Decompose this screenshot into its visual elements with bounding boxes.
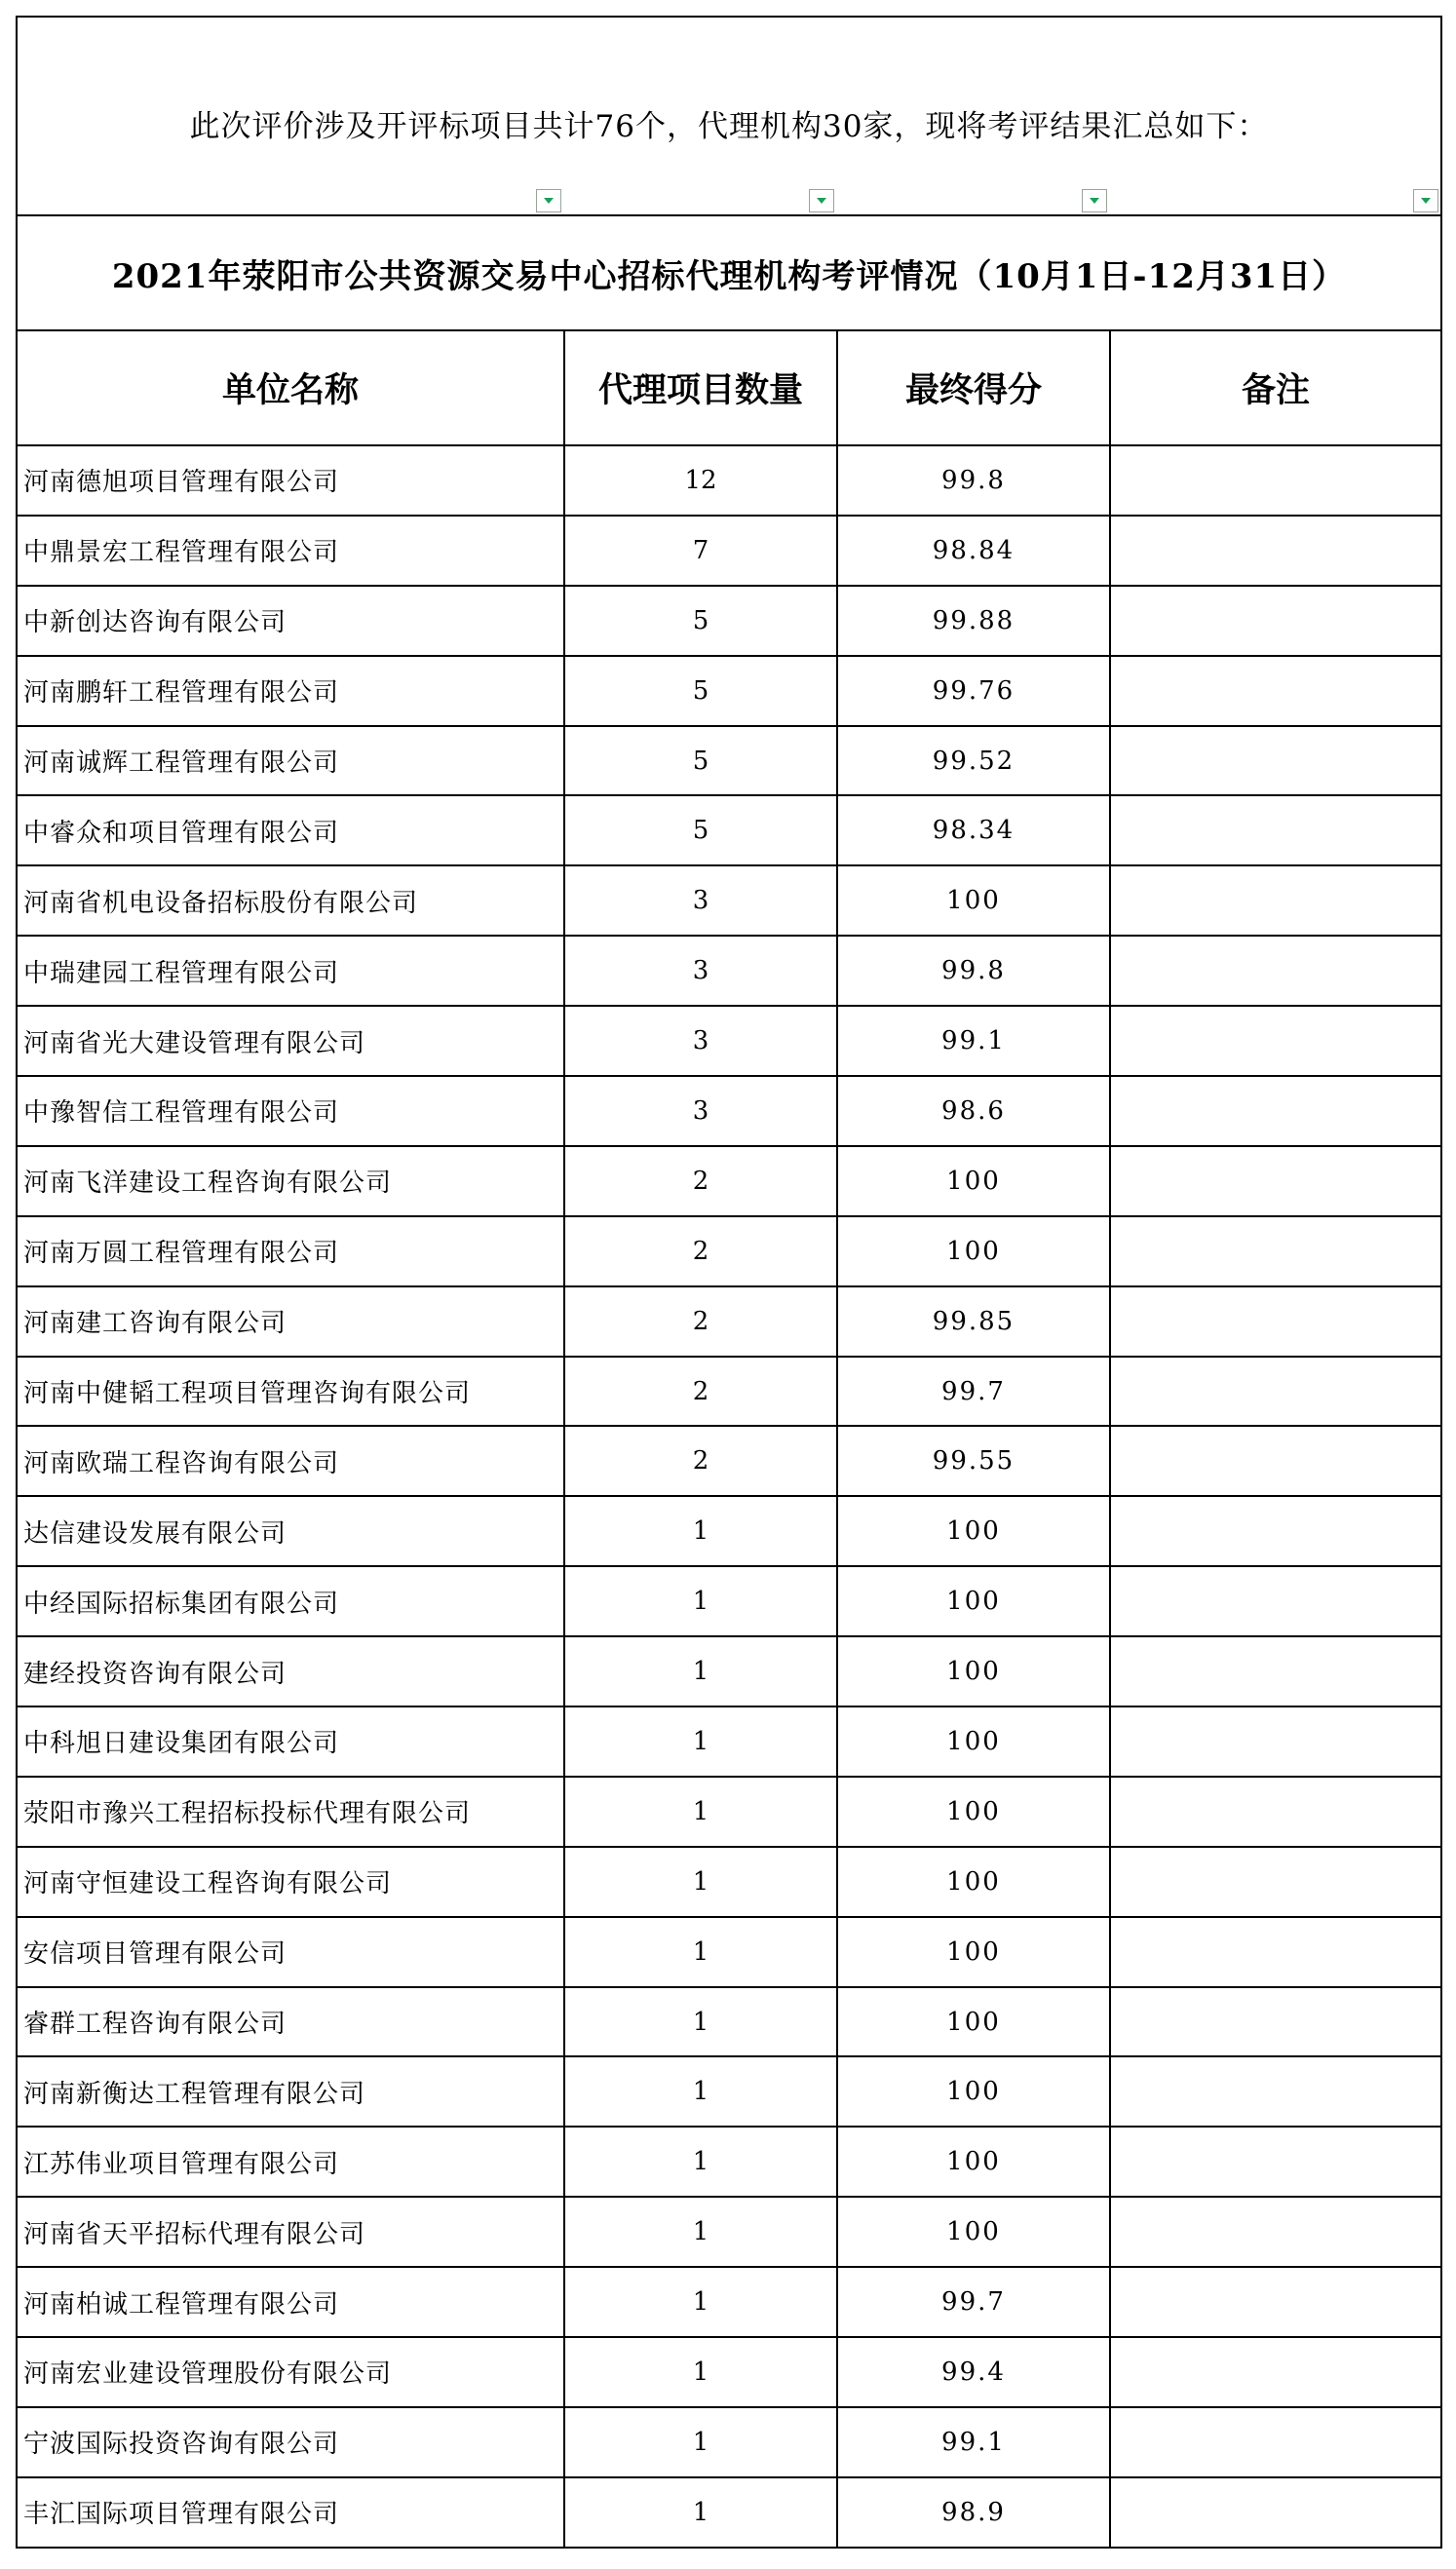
- cell-unit-name[interactable]: 河南省光大建设管理有限公司: [17, 1006, 564, 1076]
- cell-remark[interactable]: [1110, 726, 1441, 796]
- table-row: [17, 1777, 1441, 1847]
- cell-remark[interactable]: [1110, 2197, 1441, 2267]
- cell-remark[interactable]: [1110, 1566, 1441, 1636]
- cell-unit-name[interactable]: 河南省机电设备招标股份有限公司: [17, 865, 564, 936]
- cell-unit-name[interactable]: 丰汇国际项目管理有限公司: [17, 2477, 564, 2548]
- table-row: [17, 586, 1441, 656]
- cell-project-count[interactable]: 3: [564, 865, 837, 936]
- filter-dropdown-4[interactable]: [1413, 189, 1438, 212]
- cell-final-score[interactable]: 100: [837, 2197, 1110, 2267]
- cell-unit-name[interactable]: 睿群工程咨询有限公司: [17, 1987, 564, 2057]
- cell-unit-name[interactable]: 中鼎景宏工程管理有限公司: [17, 516, 564, 586]
- cell-final-score[interactable]: 99.76: [837, 656, 1110, 726]
- cell-final-score[interactable]: 99.4: [837, 2337, 1110, 2407]
- filter-dropdown-3[interactable]: [1082, 189, 1107, 212]
- cell-remark[interactable]: [1110, 2267, 1441, 2337]
- cell-unit-name[interactable]: 安信项目管理有限公司: [17, 1917, 564, 1987]
- cell-remark[interactable]: [1110, 1286, 1441, 1357]
- cell-unit-name[interactable]: 中瑞建园工程管理有限公司: [17, 936, 564, 1006]
- table-row: [17, 795, 1441, 865]
- cell-final-score[interactable]: 100: [837, 1917, 1110, 1987]
- cell-project-count[interactable]: 1: [564, 1566, 837, 1636]
- cell-unit-name[interactable]: 中睿众和项目管理有限公司: [17, 795, 564, 865]
- cell-remark[interactable]: [1110, 2477, 1441, 2548]
- cell-final-score[interactable]: 98.34: [837, 795, 1110, 865]
- header-final-score: 最终得分: [837, 330, 1110, 445]
- cell-final-score[interactable]: 99.8: [837, 936, 1110, 1006]
- header-row: [17, 330, 1441, 445]
- cell-final-score[interactable]: 99.88: [837, 586, 1110, 656]
- cell-project-count[interactable]: 1: [564, 2407, 837, 2477]
- table-row: [17, 1076, 1441, 1146]
- cell-remark[interactable]: [1110, 1847, 1441, 1917]
- cell-project-count[interactable]: 2: [564, 1426, 837, 1496]
- cell-unit-name[interactable]: 河南飞洋建设工程咨询有限公司: [17, 1146, 564, 1216]
- cell-project-count[interactable]: 1: [564, 1706, 837, 1777]
- cell-project-count[interactable]: 1: [564, 1917, 837, 1987]
- cell-remark[interactable]: [1110, 516, 1441, 586]
- table-row: [17, 1917, 1441, 1987]
- cell-unit-name[interactable]: 河南省天平招标代理有限公司: [17, 2197, 564, 2267]
- cell-unit-name[interactable]: 宁波国际投资咨询有限公司: [17, 2407, 564, 2477]
- cell-remark[interactable]: [1110, 1426, 1441, 1496]
- cell-unit-name[interactable]: 达信建设发展有限公司: [17, 1496, 564, 1566]
- cell-final-score[interactable]: 99.7: [837, 1357, 1110, 1427]
- dropdown-arrow-icon: [543, 197, 555, 205]
- cell-final-score[interactable]: 99.1: [837, 1006, 1110, 1076]
- cell-remark[interactable]: [1110, 1636, 1441, 1706]
- cell-remark[interactable]: [1110, 795, 1441, 865]
- table-row: [17, 726, 1441, 796]
- cell-remark[interactable]: [1110, 656, 1441, 726]
- cell-remark[interactable]: [1110, 1987, 1441, 2057]
- cell-project-count[interactable]: 1: [564, 1496, 837, 1566]
- intro-row: [17, 17, 1441, 215]
- cell-final-score[interactable]: 100: [837, 2127, 1110, 2197]
- cell-unit-name[interactable]: 河南建工咨询有限公司: [17, 1286, 564, 1357]
- cell-final-score[interactable]: 100: [837, 1777, 1110, 1847]
- cell-final-score[interactable]: 100: [837, 2056, 1110, 2127]
- header-project-count: 代理项目数量: [564, 330, 837, 445]
- table-row: [17, 516, 1441, 586]
- cell-unit-name[interactable]: 河南鹏轩工程管理有限公司: [17, 656, 564, 726]
- cell-unit-name[interactable]: 河南新衡达工程管理有限公司: [17, 2056, 564, 2127]
- table-row: [17, 1566, 1441, 1636]
- cell-remark[interactable]: [1110, 2056, 1441, 2127]
- table-row: [17, 445, 1441, 516]
- table-row: [17, 1987, 1441, 2057]
- cell-project-count[interactable]: 1: [564, 2337, 837, 2407]
- cell-project-count[interactable]: 7: [564, 516, 837, 586]
- intro-text: 此次评价涉及开评标项目共计76个，代理机构30家，现将考评结果汇总如下：: [189, 109, 1269, 144]
- table-row: [17, 1847, 1441, 1917]
- cell-project-count[interactable]: 3: [564, 936, 837, 1006]
- table-row: [17, 936, 1441, 1006]
- table-row: [17, 1146, 1441, 1216]
- cell-project-count[interactable]: 1: [564, 1777, 837, 1847]
- cell-project-count[interactable]: 5: [564, 656, 837, 726]
- cell-final-score[interactable]: 99.52: [837, 726, 1110, 796]
- cell-unit-name[interactable]: 中新创达咨询有限公司: [17, 586, 564, 656]
- cell-project-count[interactable]: 1: [564, 2056, 837, 2127]
- table-row: [17, 2407, 1441, 2477]
- cell-remark[interactable]: [1110, 2407, 1441, 2477]
- header-unit-name: 单位名称: [17, 330, 564, 445]
- cell-unit-name[interactable]: 河南守恒建设工程咨询有限公司: [17, 1847, 564, 1917]
- spreadsheet: [16, 16, 1440, 2549]
- cell-final-score[interactable]: 100: [837, 1636, 1110, 1706]
- cell-remark[interactable]: [1110, 1216, 1441, 1286]
- cell-remark[interactable]: [1110, 1496, 1441, 1566]
- cell-final-score[interactable]: 98.84: [837, 516, 1110, 586]
- table-row: [17, 2267, 1441, 2337]
- header-remark: 备注: [1110, 330, 1441, 445]
- table-row: [17, 1636, 1441, 1706]
- cell-unit-name[interactable]: 河南德旭项目管理有限公司: [17, 445, 564, 516]
- cell-remark[interactable]: [1110, 1777, 1441, 1847]
- cell-project-count[interactable]: 1: [564, 1636, 837, 1706]
- cell-project-count[interactable]: 5: [564, 726, 837, 796]
- cell-remark[interactable]: [1110, 865, 1441, 936]
- cell-project-count[interactable]: 2: [564, 1357, 837, 1427]
- cell-final-score[interactable]: 100: [837, 1566, 1110, 1636]
- evaluation-table: [16, 16, 1442, 2549]
- cell-unit-name[interactable]: 河南欧瑞工程咨询有限公司: [17, 1426, 564, 1496]
- cell-final-score[interactable]: 99.85: [837, 1286, 1110, 1357]
- cell-project-count[interactable]: 2: [564, 1216, 837, 1286]
- cell-final-score[interactable]: 100: [837, 1706, 1110, 1777]
- cell-final-score[interactable]: 98.9: [837, 2477, 1110, 2548]
- table-title: 2021年荥阳市公共资源交易中心招标代理机构考评情况（10月1日-12月31日）: [17, 215, 1441, 330]
- table-row: [17, 1357, 1441, 1427]
- cell-remark[interactable]: [1110, 1076, 1441, 1146]
- table-row: [17, 1006, 1441, 1076]
- cell-final-score[interactable]: 100: [837, 1216, 1110, 1286]
- cell-remark[interactable]: [1110, 1146, 1441, 1216]
- filter-dropdown-1[interactable]: [536, 189, 561, 212]
- table-row: [17, 656, 1441, 726]
- cell-remark[interactable]: [1110, 1706, 1441, 1777]
- table-row: [17, 2056, 1441, 2127]
- cell-final-score[interactable]: 100: [837, 1496, 1110, 1566]
- cell-project-count[interactable]: 2: [564, 1286, 837, 1357]
- cell-unit-name[interactable]: 河南中健韬工程项目管理咨询有限公司: [17, 1357, 564, 1427]
- table-row: [17, 2477, 1441, 2548]
- dropdown-arrow-icon: [1420, 197, 1432, 205]
- cell-remark[interactable]: [1110, 1006, 1441, 1076]
- cell-project-count[interactable]: 12: [564, 445, 837, 516]
- cell-project-count[interactable]: 1: [564, 1987, 837, 2057]
- cell-project-count[interactable]: 5: [564, 795, 837, 865]
- cell-project-count[interactable]: 3: [564, 1006, 837, 1076]
- cell-unit-name[interactable]: 中豫智信工程管理有限公司: [17, 1076, 564, 1146]
- cell-project-count[interactable]: 1: [564, 2197, 837, 2267]
- dropdown-arrow-icon: [816, 197, 827, 205]
- cell-remark[interactable]: [1110, 1917, 1441, 1987]
- table-row: [17, 2197, 1441, 2267]
- intro-cell: [17, 17, 1441, 215]
- table-row: [17, 865, 1441, 936]
- cell-final-score[interactable]: 100: [837, 1987, 1110, 2057]
- cell-final-score[interactable]: 99.55: [837, 1426, 1110, 1496]
- cell-final-score[interactable]: 99.7: [837, 2267, 1110, 2337]
- table-row: [17, 2127, 1441, 2197]
- cell-unit-name[interactable]: 河南万圆工程管理有限公司: [17, 1216, 564, 1286]
- cell-unit-name[interactable]: 荥阳市豫兴工程招标投标代理有限公司: [17, 1777, 564, 1847]
- cell-project-count[interactable]: 1: [564, 2267, 837, 2337]
- cell-project-count[interactable]: 2: [564, 1146, 837, 1216]
- cell-unit-name[interactable]: 河南诚辉工程管理有限公司: [17, 726, 564, 796]
- table-row: [17, 1286, 1441, 1357]
- dropdown-arrow-icon: [1089, 197, 1100, 205]
- cell-remark[interactable]: [1110, 445, 1441, 516]
- cell-remark[interactable]: [1110, 2337, 1441, 2407]
- cell-final-score[interactable]: 100: [837, 1146, 1110, 1216]
- filter-dropdown-2[interactable]: [809, 189, 834, 212]
- cell-project-count[interactable]: 5: [564, 586, 837, 656]
- table-row: [17, 1216, 1441, 1286]
- cell-unit-name[interactable]: 建经投资咨询有限公司: [17, 1636, 564, 1706]
- cell-unit-name[interactable]: 中经国际招标集团有限公司: [17, 1566, 564, 1636]
- table-row: [17, 2337, 1441, 2407]
- table-row: [17, 1496, 1441, 1566]
- cell-final-score[interactable]: 98.6: [837, 1076, 1110, 1146]
- cell-remark[interactable]: [1110, 2127, 1441, 2197]
- cell-unit-name[interactable]: 中科旭日建设集团有限公司: [17, 1706, 564, 1777]
- cell-final-score[interactable]: 99.1: [837, 2407, 1110, 2477]
- cell-unit-name[interactable]: 河南柏诚工程管理有限公司: [17, 2267, 564, 2337]
- cell-project-count[interactable]: 1: [564, 2127, 837, 2197]
- cell-unit-name[interactable]: 河南宏业建设管理股份有限公司: [17, 2337, 564, 2407]
- cell-project-count[interactable]: 1: [564, 1847, 837, 1917]
- cell-remark[interactable]: [1110, 586, 1441, 656]
- cell-project-count[interactable]: 3: [564, 1076, 837, 1146]
- cell-project-count[interactable]: 1: [564, 2477, 837, 2548]
- cell-final-score[interactable]: 100: [837, 1847, 1110, 1917]
- cell-remark[interactable]: [1110, 1357, 1441, 1427]
- cell-remark[interactable]: [1110, 936, 1441, 1006]
- cell-final-score[interactable]: 99.8: [837, 445, 1110, 516]
- cell-final-score[interactable]: 100: [837, 865, 1110, 936]
- table-row: [17, 1426, 1441, 1496]
- table-row: [17, 1706, 1441, 1777]
- title-row: [17, 215, 1441, 330]
- cell-unit-name[interactable]: 江苏伟业项目管理有限公司: [17, 2127, 564, 2197]
